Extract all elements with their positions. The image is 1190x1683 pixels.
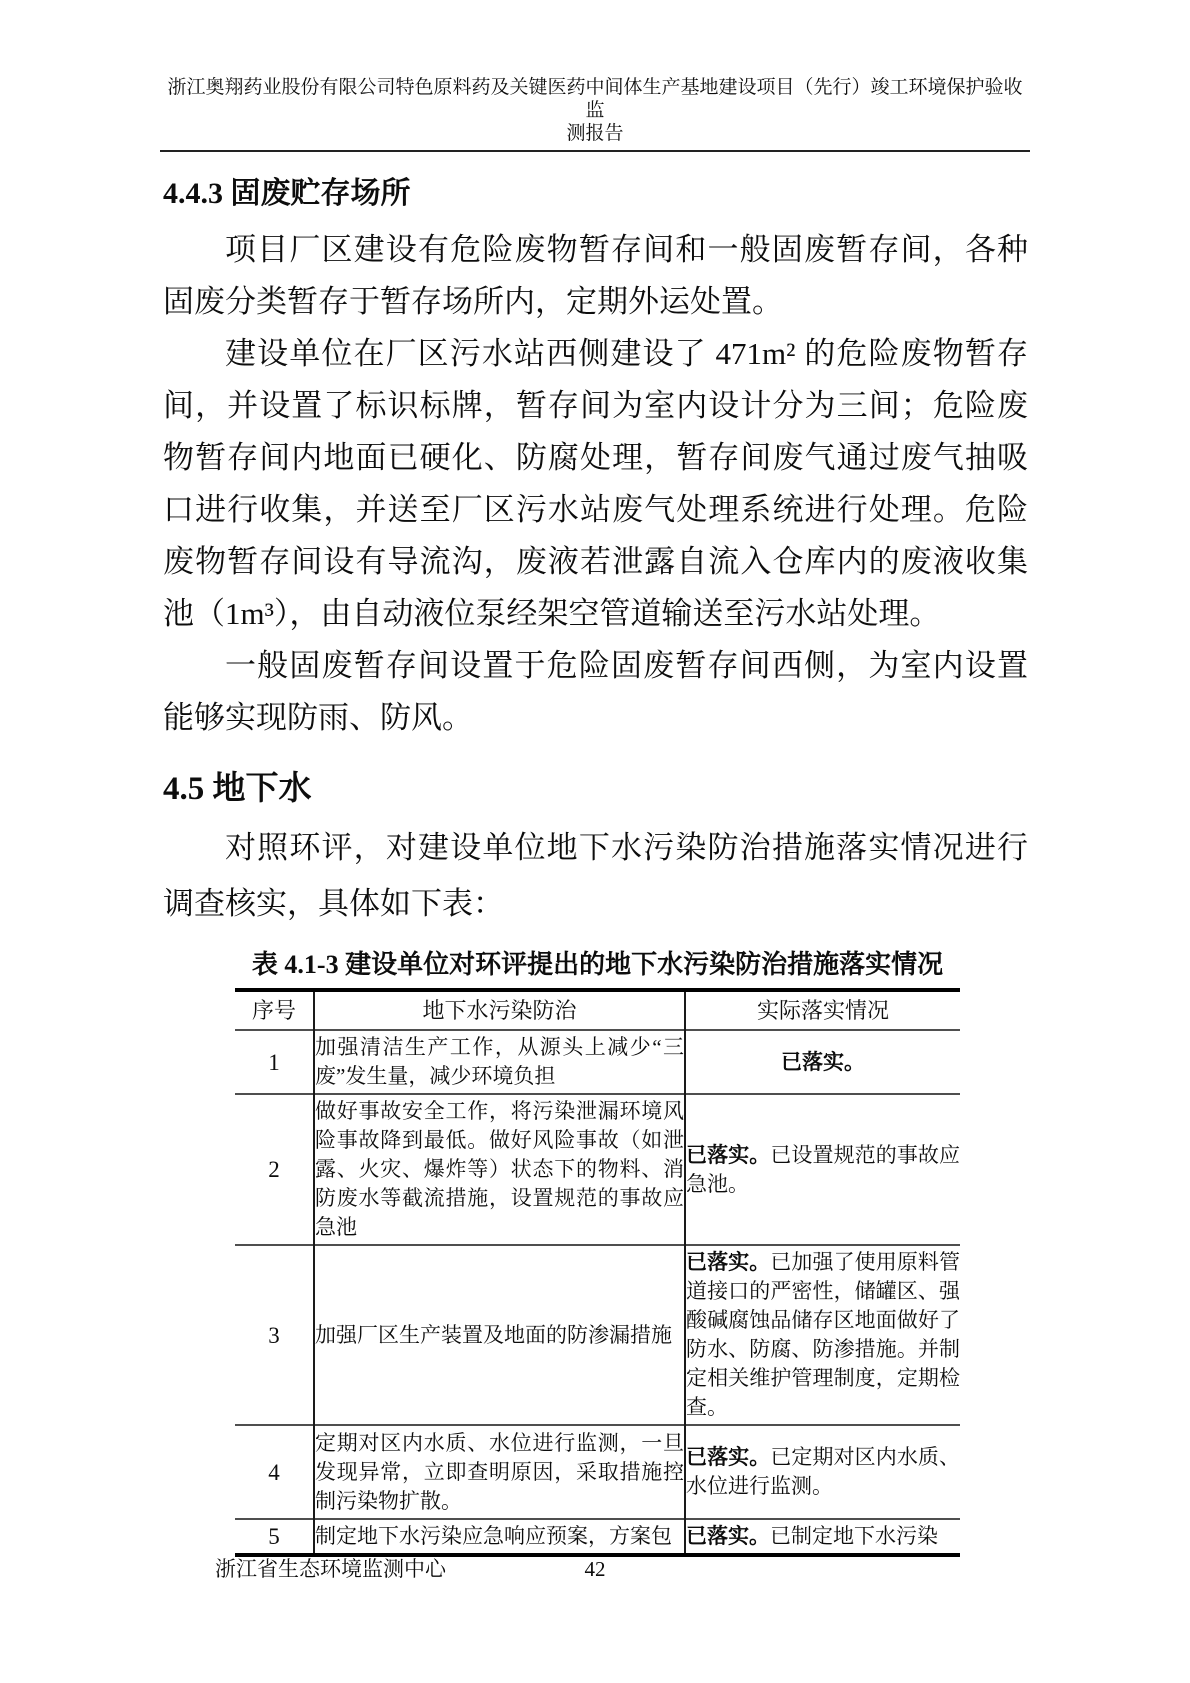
paragraph-solid-waste-2: 建设单位在厂区污水站西侧建设了 471m² 的危险废物暂存间，并设置了标识标牌，暂存间为室内设计分为三间；危险废物暂存间内地面已硬化、防腐处理，暂存间废气通过废气抽吸口进行收集，并送至厂区污水站废气处理系统进行处理。危险废物暂存间设有导流沟，废液若泄露自流入仓库内的废液收集池（1m³），由自动液位泵经架空管道输送至污水站处理。 [163,336,1028,631]
table-row [235,1030,960,1094]
page-header [160,0,1030,152]
row-measure: 加强厂区生产装置及地面的防渗漏措施 [314,1245,685,1425]
row-status [685,1519,960,1555]
status-implemented-label: 已落实。 [781,1049,865,1074]
table-row [235,1519,960,1555]
page-footer [0,1556,1190,1582]
table-header-no: 序号 [235,990,314,1030]
status-implemented-label: 已落实。 [686,1524,770,1548]
footer-organization: 浙江省生态环境监测中心 [215,1557,446,1581]
row-number: 4 [235,1425,314,1519]
table-row [235,1245,960,1425]
status-detail: 已设置规范的事故应急池。 [686,1142,961,1196]
row-measure: 做好事故安全工作，将污染泄漏环境风险事故降到最低。做好风险事故（如泄露、火灾、爆炸等）状态下的物料、消防废水等截流措施，设置规范的事故应急池 [314,1094,685,1245]
table-header-status: 实际落实情况 [756,998,889,1023]
row-number: 3 [235,1245,314,1425]
header-title-line1: 浙江奥翔药业股份有限公司特色原料药及关键医药中间体生产基地建设项目（先行）竣工环境保护验收监 [167,77,1023,121]
status-detail: 已定期对区内水质、水位进行监测。 [686,1445,961,1498]
section-heading-4-5: 4.5 地下水 [163,771,312,807]
row-status [685,1094,960,1245]
row-number: 1 [235,1030,314,1094]
row-status [685,1245,960,1425]
row-measure: 定期对区内水质、水位进行监测，一旦发现异常，立即查明原因，采取措施控制污染物扩散。 [314,1425,685,1519]
paragraph-groundwater-intro: 对照环评，对建设单位地下水污染防治措施落实情况进行调查核实，具体如下表： [163,830,1028,921]
groundwater-measures-table [235,988,960,1557]
row-status [685,1030,960,1094]
paragraph-solid-waste-1: 项目厂区建设有危险废物暂存间和一般固废暂存间，各种固废分类暂存于暂存场所内，定期外运处置。 [163,232,1028,319]
row-measure: 加强清洁生产工作，从源头上减少“三废”发生量，减少环境负担 [314,1030,685,1094]
table-row [235,1425,960,1519]
row-status [685,1425,960,1519]
row-number: 2 [235,1094,314,1245]
page-number: 42 [584,1557,606,1581]
status-implemented-label: 已落实。 [686,1445,771,1469]
status-implemented-label: 已落实。 [686,1250,771,1274]
table-title: 表 4.1-3 建设单位对环评提出的地下水污染防治措施落实情况 [251,950,944,979]
row-measure: 制定地下水污染应急响应预案，方案包 [314,1519,685,1555]
table-header-measure: 地下水污染防治 [314,990,685,1030]
header-title-line2: 测报告 [566,123,624,144]
status-detail: 已加强了使用原料管道接口的严密性，储罐区、强酸碱腐蚀品储存区地面做好了防水、防腐、防渗措施。并制定相关维护管理制度，定期检查。 [686,1250,961,1419]
status-implemented-label: 已落实。 [686,1142,771,1167]
table-header-row [235,990,960,1030]
section-heading-4-4-3: 4.4.3 固废贮存场所 [163,177,411,210]
page-content [0,174,1190,1557]
row-number: 5 [235,1519,314,1555]
table-row [235,1094,960,1245]
status-detail: 已制定地下水污染 [770,1524,938,1548]
paragraph-solid-waste-3: 一般固废暂存间设置于危险固废暂存间西侧，为室内设置能够实现防雨、防风。 [163,648,1028,735]
